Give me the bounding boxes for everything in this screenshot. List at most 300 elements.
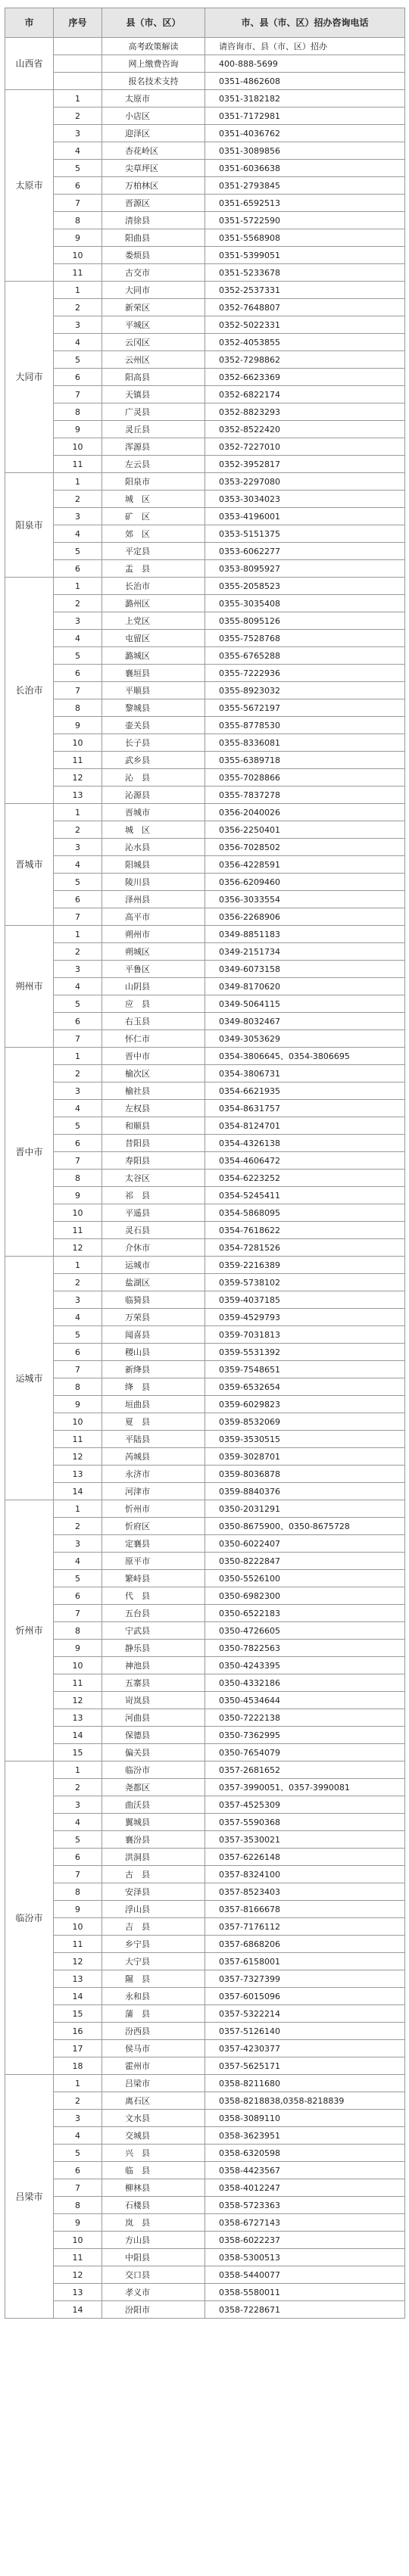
table-row (5, 1135, 405, 1152)
row-number-cell: 12 (54, 1448, 102, 1466)
phone-number-cell: 0351-5568908 (205, 229, 405, 247)
county-name-cell: 高考政策解读 (102, 38, 205, 55)
table-row (5, 1361, 405, 1378)
row-number-cell: 15 (54, 2005, 102, 2023)
county-name-cell: 乡宁县 (102, 1936, 205, 1953)
row-number-cell: 6 (54, 1135, 102, 1152)
phone-number-cell: 0355-8095126 (205, 612, 405, 630)
county-name-cell: 古 县 (102, 1866, 205, 1883)
row-number-cell: 11 (54, 456, 102, 473)
phone-number-cell: 0358-5723363 (205, 2197, 405, 2214)
phone-number-cell: 0354-8124701 (205, 1117, 405, 1135)
phone-number-cell: 0352-3952817 (205, 456, 405, 473)
phone-number-cell: 0359-7548651 (205, 1361, 405, 1378)
county-name-cell: 石楼县 (102, 2197, 205, 2214)
row-number-cell: 2 (54, 2092, 102, 2110)
row-number-cell: 8 (54, 212, 102, 229)
row-number-cell: 1 (54, 90, 102, 107)
county-name-cell: 交城县 (102, 2127, 205, 2145)
phone-number-cell: 0355-7837278 (205, 787, 405, 804)
row-number-cell: 6 (54, 369, 102, 386)
table-row (5, 1814, 405, 1831)
phone-number-cell: 0352-2537331 (205, 282, 405, 299)
row-number-cell: 3 (54, 1535, 102, 1553)
row-number-cell: 10 (54, 1918, 102, 1936)
row-number-cell: 3 (54, 1796, 102, 1814)
table-row (5, 978, 405, 995)
table-row (5, 1535, 405, 1553)
county-name-cell: 平定县 (102, 543, 205, 560)
county-name-cell: 方山县 (102, 2232, 205, 2249)
county-name-cell: 芮城县 (102, 1448, 205, 1466)
phone-number-cell: 0359-8840376 (205, 1483, 405, 1500)
table-row (5, 665, 405, 682)
row-number-cell: 4 (54, 1309, 102, 1326)
row-number-cell: 7 (54, 1605, 102, 1622)
table-row (5, 543, 405, 560)
row-number-cell: 9 (54, 229, 102, 247)
row-number-cell: 11 (54, 1674, 102, 1692)
county-name-cell: 灵丘县 (102, 421, 205, 438)
county-name-cell: 新荣区 (102, 299, 205, 316)
table-header-row (5, 8, 405, 38)
county-name-cell: 和顺县 (102, 1117, 205, 1135)
row-number-cell: 4 (54, 1100, 102, 1117)
row-number-cell: 4 (54, 978, 102, 995)
phone-number-cell: 0358-4012247 (205, 2179, 405, 2197)
table-row (5, 908, 405, 926)
table-row (5, 2005, 405, 2023)
city-name-cell: 忻州市 (5, 1500, 54, 1761)
county-name-cell: 稷山县 (102, 1344, 205, 1361)
table-row (5, 2197, 405, 2214)
row-number-cell: 5 (54, 2145, 102, 2162)
table-row (5, 264, 405, 282)
city-name-cell: 临汾市 (5, 1761, 54, 2075)
table-row (5, 212, 405, 229)
row-number-cell: 10 (54, 734, 102, 752)
phone-number-cell: 0350-4332186 (205, 1674, 405, 1692)
city-name-cell: 吕梁市 (5, 2075, 54, 2319)
table-row (5, 647, 405, 665)
row-number-cell: 9 (54, 1187, 102, 1204)
row-number-cell: 14 (54, 1483, 102, 1500)
phone-number-cell: 0351-4036762 (205, 125, 405, 142)
table-row (5, 2284, 405, 2301)
county-name-cell: 晋城市 (102, 804, 205, 821)
table-row (5, 1692, 405, 1709)
row-number-cell: 13 (54, 1970, 102, 1988)
row-number-cell: 7 (54, 1866, 102, 1883)
phone-number-cell: 0350-4243395 (205, 1657, 405, 1674)
row-number-cell: 11 (54, 1936, 102, 1953)
county-name-cell: 寿阳县 (102, 1152, 205, 1170)
row-number-cell: 5 (54, 647, 102, 665)
phone-number-cell: 0359-4529793 (205, 1309, 405, 1326)
county-name-cell: 安泽县 (102, 1883, 205, 1901)
county-name-cell: 小店区 (102, 107, 205, 125)
county-name-cell: 岚 县 (102, 2214, 205, 2232)
row-number-cell: 2 (54, 491, 102, 508)
county-name-cell: 盐湖区 (102, 1274, 205, 1291)
table-row (5, 2232, 405, 2249)
table-row (5, 630, 405, 647)
county-name-cell: 清徐县 (102, 212, 205, 229)
county-name-cell: 天镇县 (102, 386, 205, 403)
row-number-cell: 1 (54, 1048, 102, 1065)
row-number-cell (54, 55, 102, 73)
phone-number-cell: 0356-3033554 (205, 891, 405, 908)
row-number-cell: 4 (54, 630, 102, 647)
row-number-cell: 7 (54, 908, 102, 926)
phone-number-cell: 0350-2031291 (205, 1500, 405, 1518)
row-number-cell: 13 (54, 787, 102, 804)
county-name-cell: 城 区 (102, 491, 205, 508)
row-number-cell: 9 (54, 1640, 102, 1657)
row-number-cell: 1 (54, 2075, 102, 2092)
table-row (5, 769, 405, 787)
row-number-cell: 3 (54, 612, 102, 630)
phone-number-cell: 0357-7176112 (205, 1918, 405, 1936)
county-name-cell: 高平市 (102, 908, 205, 926)
phone-number-cell: 0357-3530021 (205, 1831, 405, 1849)
row-number-cell: 11 (54, 2249, 102, 2266)
row-number-cell: 4 (54, 856, 102, 874)
row-number-cell: 6 (54, 891, 102, 908)
county-name-cell: 屯留区 (102, 630, 205, 647)
county-name-cell: 浮山县 (102, 1901, 205, 1918)
row-number-cell: 12 (54, 1692, 102, 1709)
phone-number-cell: 0359-7031813 (205, 1326, 405, 1344)
phone-number-cell: 0355-8336081 (205, 734, 405, 752)
row-number-cell: 10 (54, 1657, 102, 1674)
county-name-cell: 沁源县 (102, 787, 205, 804)
phone-number-cell: 0355-6765288 (205, 647, 405, 665)
county-name-cell: 杏花岭区 (102, 142, 205, 160)
table-row (5, 1674, 405, 1692)
row-number-cell (54, 38, 102, 55)
table-row (5, 2092, 405, 2110)
row-number-cell: 3 (54, 508, 102, 525)
phone-number-cell: 0350-6522183 (205, 1605, 405, 1622)
table-row (5, 1970, 405, 1988)
table-row (5, 73, 405, 90)
phone-number-cell: 0357-8523403 (205, 1883, 405, 1901)
phone-number-cell: 0350-7654079 (205, 1744, 405, 1761)
table-row (5, 1222, 405, 1239)
phone-number-cell: 0359-3028701 (205, 1448, 405, 1466)
table-row (5, 752, 405, 769)
phone-number-cell: 0357-7327399 (205, 1970, 405, 1988)
table-row (5, 1953, 405, 1970)
row-number-cell: 11 (54, 264, 102, 282)
phone-number-cell: 0354-4326138 (205, 1135, 405, 1152)
table-row (5, 578, 405, 595)
phone-number-cell: 0357-6226148 (205, 1849, 405, 1866)
phone-number-cell: 0350-8675900、0350-8675728 (205, 1518, 405, 1535)
table-row (5, 839, 405, 856)
phone-number-cell: 0355-8778530 (205, 717, 405, 734)
table-row (5, 1100, 405, 1117)
table-row (5, 1587, 405, 1605)
table-row (5, 160, 405, 177)
phone-number-cell: 0353-8095927 (205, 560, 405, 578)
row-number-cell: 2 (54, 943, 102, 961)
row-number-cell: 7 (54, 682, 102, 699)
phone-number-cell: 0350-6982300 (205, 1587, 405, 1605)
county-name-cell: 山阴县 (102, 978, 205, 995)
table-row (5, 1849, 405, 1866)
phone-number-cell: 0357-4525309 (205, 1796, 405, 1814)
row-number-cell: 1 (54, 1761, 102, 1779)
phone-number-cell: 0350-7822563 (205, 1640, 405, 1657)
row-number-cell: 6 (54, 1344, 102, 1361)
county-name-cell: 长子县 (102, 734, 205, 752)
table-row (5, 1883, 405, 1901)
phone-number-cell: 0357-8166678 (205, 1901, 405, 1918)
phone-number-cell: 0352-7648807 (205, 299, 405, 316)
table-row (5, 1918, 405, 1936)
row-number-cell: 10 (54, 438, 102, 456)
county-name-cell: 五寨县 (102, 1674, 205, 1692)
county-name-cell: 潞州区 (102, 595, 205, 612)
table-row (5, 1239, 405, 1257)
table-row (5, 1152, 405, 1170)
phone-number-cell: 请咨询市、县（市、区）招办 (205, 38, 405, 55)
phone-number-cell: 0357-8324100 (205, 1866, 405, 1883)
row-number-cell: 7 (54, 1361, 102, 1378)
county-name-cell: 长治市 (102, 578, 205, 595)
county-name-cell: 运城市 (102, 1257, 205, 1274)
row-number-cell: 6 (54, 2162, 102, 2179)
phone-number-cell: 0354-5245411 (205, 1187, 405, 1204)
row-number-cell: 4 (54, 1553, 102, 1570)
phone-number-cell: 0353-2297080 (205, 473, 405, 491)
county-name-cell: 神池县 (102, 1657, 205, 1674)
table-row (5, 247, 405, 264)
city-name-cell: 山西省 (5, 38, 54, 90)
table-row (5, 995, 405, 1013)
county-name-cell: 忻府区 (102, 1518, 205, 1535)
county-name-cell: 尖草坪区 (102, 160, 205, 177)
row-number-cell: 11 (54, 752, 102, 769)
county-name-cell: 榆社县 (102, 1082, 205, 1100)
row-number-cell: 6 (54, 1013, 102, 1030)
county-name-cell: 黎城县 (102, 699, 205, 717)
table-row (5, 438, 405, 456)
county-name-cell: 左云县 (102, 456, 205, 473)
table-row (5, 1291, 405, 1309)
phone-number-cell: 0357-5590368 (205, 1814, 405, 1831)
county-name-cell: 偏关县 (102, 1744, 205, 1761)
row-number-cell: 2 (54, 1065, 102, 1082)
row-number-cell: 4 (54, 142, 102, 160)
county-name-cell: 云州区 (102, 351, 205, 369)
phone-number-cell: 0354-6621935 (205, 1082, 405, 1100)
table-row (5, 1779, 405, 1796)
phone-number-cell: 0359-4037185 (205, 1291, 405, 1309)
table-row (5, 1187, 405, 1204)
county-name-cell: 网上缴费咨询 (102, 55, 205, 73)
table-row (5, 2057, 405, 2075)
phone-number-cell: 0353-5151375 (205, 525, 405, 543)
county-name-cell: 郊 区 (102, 525, 205, 543)
county-name-cell: 临 县 (102, 2162, 205, 2179)
county-name-cell: 阳高县 (102, 369, 205, 386)
table-row (5, 525, 405, 543)
county-name-cell: 广灵县 (102, 403, 205, 421)
table-row (5, 1204, 405, 1222)
table-row (5, 1796, 405, 1814)
county-name-cell: 晋中市 (102, 1048, 205, 1065)
phone-number-cell: 0359-5531392 (205, 1344, 405, 1361)
city-name-cell: 大同市 (5, 282, 54, 473)
row-number-cell: 8 (54, 1883, 102, 1901)
table-row (5, 1744, 405, 1761)
header-phone: 市、县（市、区）招办咨询电话 (205, 8, 405, 38)
row-number-cell: 14 (54, 1988, 102, 2005)
phone-number-cell: 0354-6223252 (205, 1170, 405, 1187)
table-row (5, 1448, 405, 1466)
table-row (5, 2127, 405, 2145)
phone-number-cell: 0357-5322214 (205, 2005, 405, 2023)
phone-number-cell: 0350-6022407 (205, 1535, 405, 1553)
phone-number-cell: 0352-7298862 (205, 351, 405, 369)
row-number-cell: 6 (54, 177, 102, 195)
row-number-cell: 1 (54, 926, 102, 943)
row-number-cell: 8 (54, 2197, 102, 2214)
phone-number-cell: 0359-3530515 (205, 1431, 405, 1448)
table-row (5, 107, 405, 125)
table-row (5, 1065, 405, 1082)
row-number-cell: 8 (54, 1622, 102, 1640)
table-row (5, 804, 405, 821)
phone-number-cell: 0358-8218838,0358-8218839 (205, 2092, 405, 2110)
row-number-cell: 8 (54, 1170, 102, 1187)
table-row (5, 1500, 405, 1518)
phone-number-cell: 0355-2058523 (205, 578, 405, 595)
table-row (5, 595, 405, 612)
table-row (5, 1901, 405, 1918)
table-row (5, 1082, 405, 1100)
row-number-cell: 14 (54, 2301, 102, 2319)
row-number-cell: 17 (54, 2040, 102, 2057)
table-row (5, 1657, 405, 1674)
county-name-cell: 永济市 (102, 1466, 205, 1483)
table-row (5, 1518, 405, 1535)
county-name-cell: 报名技术支持 (102, 73, 205, 90)
table-row (5, 403, 405, 421)
phone-number-cell: 0356-6209460 (205, 874, 405, 891)
header-city: 市 (5, 8, 54, 38)
table-row (5, 734, 405, 752)
table-row (5, 682, 405, 699)
enrollment-office-contact-table (5, 8, 405, 2319)
table-row (5, 1274, 405, 1291)
county-name-cell: 襄垣县 (102, 665, 205, 682)
row-number-cell: 9 (54, 1396, 102, 1413)
table-row (5, 1936, 405, 1953)
county-name-cell: 盂 县 (102, 560, 205, 578)
phone-number-cell: 0351-4862608 (205, 73, 405, 90)
county-name-cell: 吉 县 (102, 1918, 205, 1936)
row-number-cell: 6 (54, 1849, 102, 1866)
phone-number-cell: 0357-2681652 (205, 1761, 405, 1779)
row-number-cell: 2 (54, 107, 102, 125)
phone-number-cell: 0358-6320598 (205, 2145, 405, 2162)
phone-number-cell: 0349-3053629 (205, 1030, 405, 1048)
phone-number-cell: 0358-6022237 (205, 2232, 405, 2249)
phone-number-cell: 0357-6015096 (205, 1988, 405, 2005)
row-number-cell: 6 (54, 665, 102, 682)
county-name-cell: 沁水县 (102, 839, 205, 856)
county-name-cell: 临汾市 (102, 1761, 205, 1779)
table-row (5, 2179, 405, 2197)
row-number-cell: 3 (54, 839, 102, 856)
row-number-cell: 3 (54, 961, 102, 978)
county-name-cell: 柳林县 (102, 2179, 205, 2197)
county-name-cell: 迎泽区 (102, 125, 205, 142)
table-row (5, 386, 405, 403)
county-name-cell: 新绛县 (102, 1361, 205, 1378)
county-name-cell: 昔阳县 (102, 1135, 205, 1152)
table-row (5, 926, 405, 943)
phone-number-cell: 0353-3034023 (205, 491, 405, 508)
phone-number-cell: 0355-5672197 (205, 699, 405, 717)
phone-number-cell: 400-888-5699 (205, 55, 405, 73)
row-number-cell: 10 (54, 1413, 102, 1431)
county-name-cell: 孝义市 (102, 2284, 205, 2301)
header-num: 序号 (54, 8, 102, 38)
row-number-cell (54, 73, 102, 90)
row-number-cell: 3 (54, 1082, 102, 1100)
row-number-cell: 1 (54, 578, 102, 595)
phone-number-cell: 0351-2793845 (205, 177, 405, 195)
city-name-cell: 运城市 (5, 1257, 54, 1500)
table-body (5, 38, 405, 2319)
phone-number-cell: 0356-2268906 (205, 908, 405, 926)
table-row (5, 38, 405, 55)
county-name-cell: 五台县 (102, 1605, 205, 1622)
county-name-cell: 垣曲县 (102, 1396, 205, 1413)
row-number-cell: 1 (54, 282, 102, 299)
row-number-cell: 5 (54, 995, 102, 1013)
phone-number-cell: 0358-5580011 (205, 2284, 405, 2301)
county-name-cell: 朔城区 (102, 943, 205, 961)
table-row (5, 2301, 405, 2319)
table-row (5, 1378, 405, 1396)
table-row (5, 2023, 405, 2040)
county-name-cell: 尧都区 (102, 1779, 205, 1796)
phone-number-cell: 0351-6592513 (205, 195, 405, 212)
table-row (5, 1709, 405, 1727)
county-name-cell: 代 县 (102, 1587, 205, 1605)
county-name-cell: 洪洞县 (102, 1849, 205, 1866)
table-row (5, 1431, 405, 1448)
row-number-cell: 11 (54, 1222, 102, 1239)
county-name-cell: 绛 县 (102, 1378, 205, 1396)
county-name-cell: 宁武县 (102, 1622, 205, 1640)
table-row (5, 1466, 405, 1483)
phone-number-cell: 0358-5440077 (205, 2266, 405, 2284)
table-row (5, 421, 405, 438)
row-number-cell: 6 (54, 1587, 102, 1605)
phone-number-cell: 0349-8170620 (205, 978, 405, 995)
row-number-cell: 13 (54, 1466, 102, 1483)
phone-number-cell: 0349-2151734 (205, 943, 405, 961)
table-row (5, 1605, 405, 1622)
row-number-cell: 7 (54, 1152, 102, 1170)
